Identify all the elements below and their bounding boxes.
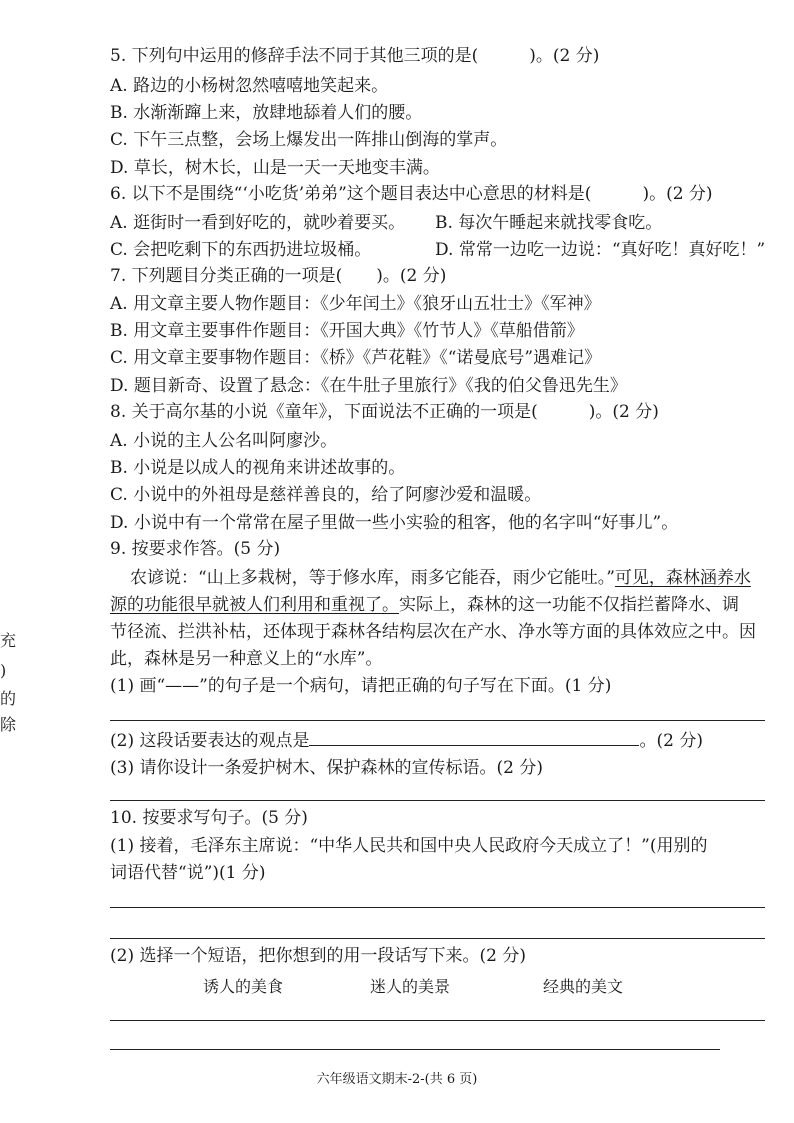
q8-option-b: B. 小说是以成人的视角来讲述故事的。 [110,458,406,478]
q9-sub-2-row [110,729,703,752]
q6-stem: 6. 以下不是围绕“‘小吃货’弟弟”这个题目表达中心意思的材料是( )。(2 分) [110,184,713,204]
q9-sub-2-points: 。(2 分) [639,731,703,751]
q7-option-d: D. 题目新奇、设置了悬念：《在牛肚子里旅行》《我的伯父鲁迅先生》 [110,376,627,396]
q5-option-b: B. 水渐渐蹿上来，放肆地舔着人们的腰。 [110,103,423,123]
q9-underlined-sentence-part-2: 源的功能很早就被人们利用和重视了。 [110,595,399,615]
q9-stem: 9. 按要求作答。(5 分) [110,539,281,559]
q9-sub-1-prompt: (1) 画“——”的句子是一个病句，请把正确的句子写在下面。(1 分) [110,676,612,696]
q9-passage-line-2 [110,594,739,616]
page-footer: 六年级语文期末-2-(共 6 页) [316,1072,478,1087]
q7-option-c: C. 用文章主要事物作题目：《桥》《芦花鞋》《“诺曼底号”遇难记》 [110,348,602,368]
q10-sub-1-answer-line-2[interactable] [110,938,765,939]
q10-sub-1-prompt-line-1: (1) 接着，毛泽东主席说：“中华人民共和国中央人民政府今天成立了！”(用别的 [110,836,708,856]
q9-sub-2-blank[interactable] [309,729,639,746]
q6-option-c: C. 会把吃剩下的东西扔进垃圾桶。 [110,240,372,260]
q10-sub-1-answer-line-1[interactable] [110,907,765,908]
q7-option-a: A. 用文章主要人物作题目：《少年闰土》《狼牙山五壮士》《军神》 [110,294,601,314]
q10-sub-2-prompt: (2) 选择一个短语，把你想到的用一段话写下来。(2 分) [110,946,526,966]
margin-mark-2: ) [0,661,7,680]
margin-mark-1: 充 [0,631,17,650]
q9-passage-text: 农谚说：“山上多栽树，等于修水库，雨多它能吞，雨少它能吐。” [130,568,615,588]
q9-sub-3-answer-line[interactable] [110,800,765,801]
margin-mark-3: 的 [0,689,17,708]
q10-sub-2-answer-line-1[interactable] [110,1020,765,1021]
q5-option-a: A. 路边的小杨树忽然嘻嘻地笑起来。 [110,76,389,96]
phrase-option-3: 经典的美文 [543,977,624,996]
q9-passage-line-4: 此，森林是另一种意义上的“水库”。 [110,649,383,669]
q10-stem: 10. 按要求写句子。(5 分) [110,808,308,828]
q6-option-a: A. 逛街时一看到好吃的，就吵着要买。 [110,213,406,233]
q10-sub-1-prompt-line-2: 词语代替“说”)(1 分) [110,863,266,883]
q8-option-d: D. 小说中有一个常常在屋子里做一些小实验的租客，他的名字叫“好事儿”。 [110,513,679,533]
q9-underlined-sentence-part-1: 可见，森林涵养水 [614,568,751,588]
q7-stem: 7. 下列题目分类正确的一项是( )。(2 分) [110,266,447,286]
q9-passage-line-1 [130,567,751,589]
phrase-option-1: 诱人的美食 [203,977,284,996]
q6-option-d: D. 常常一边吃一边说：“真好吃！真好吃！” [435,240,766,260]
q9-passage-line-3: 节径流、拦洪补枯，还体现于森林各结构层次在产水、净水等方面的具体效应之中。因 [110,622,756,642]
q8-stem: 8. 关于高尔基的小说《童年》，下面说法不正确的一项是( )。(2 分) [110,402,659,422]
q6-option-b: B. 每次午睡起来就找零食吃。 [435,213,663,233]
q9-sub-1-answer-line[interactable] [110,720,765,721]
q5-option-d: D. 草长，树木长，山是一天一天地变丰满。 [110,158,440,178]
phrase-option-2: 迷人的美景 [370,977,451,996]
q9-sub-3-prompt: (3) 请你设计一条爱护树木、保护森林的宣传标语。(2 分) [110,758,543,778]
q5-option-c: C. 下午三点整，会场上爆发出一阵排山倒海的掌声。 [110,130,508,150]
q9-passage-text: 实际上，森林的这一功能不仅指拦蓄降水、调 [399,595,739,615]
q8-option-c: C. 小说中的外祖母是慈祥善良的，给了阿廖沙爱和温暖。 [110,485,542,505]
q10-sub-2-answer-line-2[interactable] [110,1049,720,1050]
q7-option-b: B. 用文章主要事件作题目：《开国大典》《竹节人》《草船借箭》 [110,321,584,341]
q9-sub-2-prompt: (2) 这段话要表达的观点是 [110,731,310,751]
margin-mark-4: 除 [0,715,17,734]
q5-stem: 5. 下列句中运用的修辞手法不同于其他三项的是( )。(2 分) [110,46,600,66]
q8-option-a: A. 小说的主人公名叫阿廖沙。 [110,431,338,451]
